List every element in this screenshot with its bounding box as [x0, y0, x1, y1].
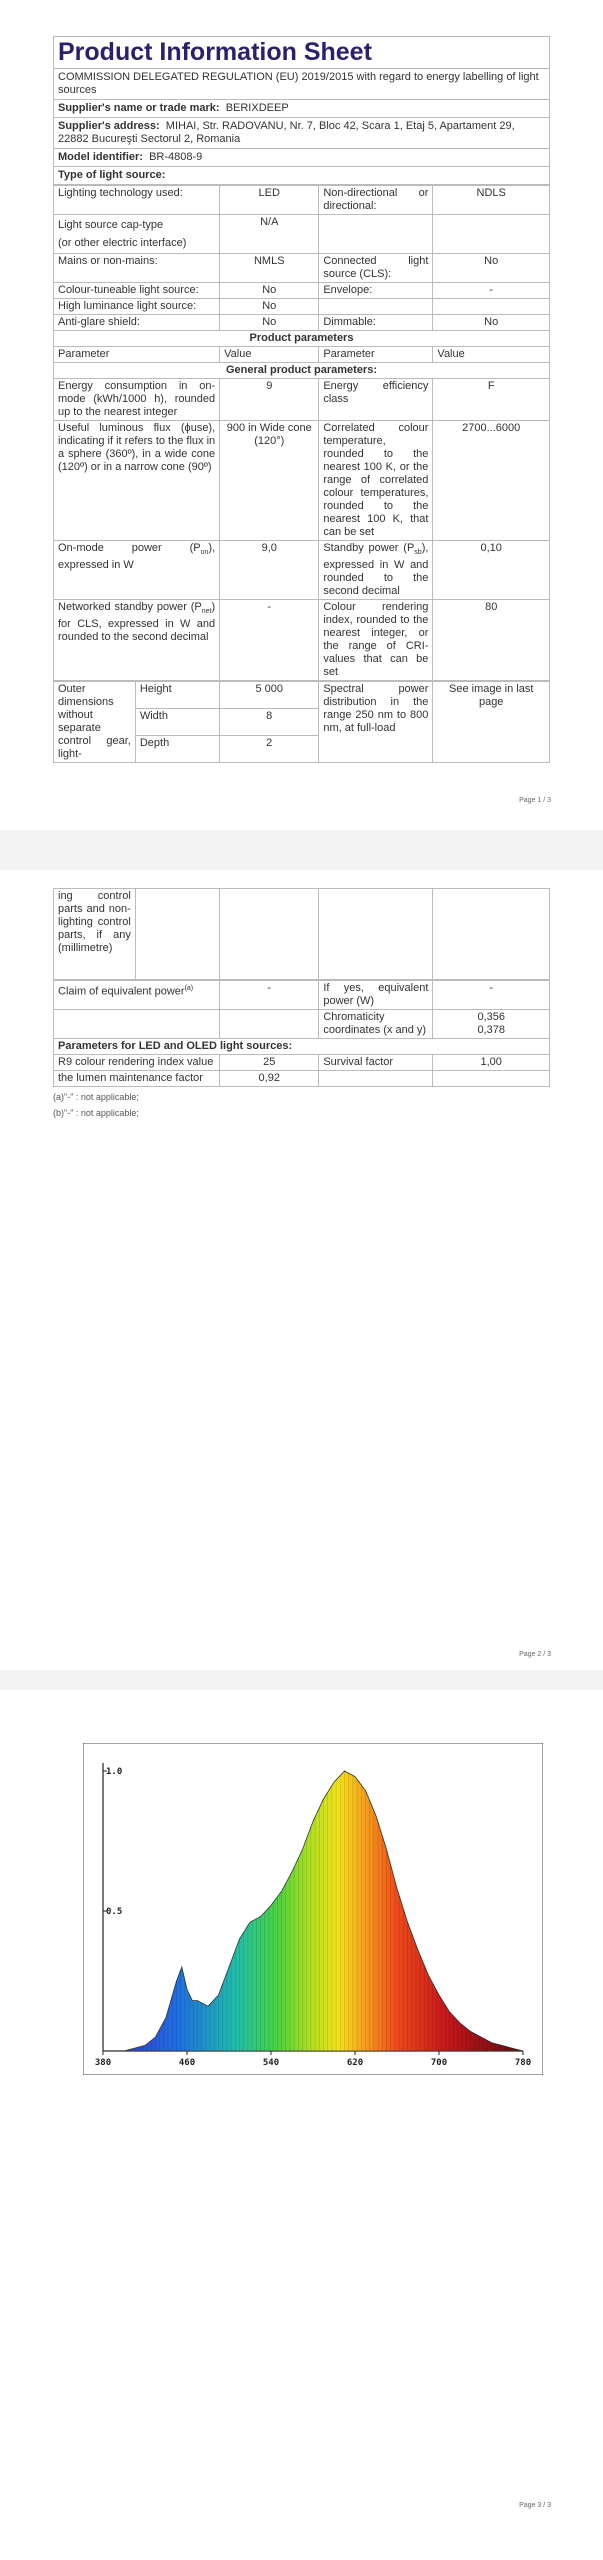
envelope-value: -	[433, 283, 550, 299]
cap-label-line1: Light source cap-type	[58, 219, 164, 231]
page-2	[0, 870, 603, 1670]
column-header-value-2: Value	[433, 347, 550, 363]
efficiency-class-value: F	[433, 379, 550, 421]
cct-value: 2700...6000	[433, 421, 550, 541]
table-row	[54, 315, 550, 331]
cct-label: Correlated colour temperature, rounded to the nearest 100 K, or the range of correlated colour temperatures, rounded to the nearest 100 K, that can be set	[319, 421, 433, 541]
anti-glare-label: Anti-glare shield:	[54, 315, 220, 331]
tech-label: Lighting technology used:	[54, 186, 220, 215]
cri-value: 80	[433, 600, 550, 681]
empty-cell	[433, 299, 550, 315]
table-row	[54, 682, 550, 709]
table-row	[54, 186, 550, 215]
table-row	[54, 254, 550, 283]
table-row	[54, 331, 550, 347]
x-tick-label: 380	[94, 2058, 112, 2068]
parameters-table-part-2	[53, 980, 550, 1087]
outer-dimensions-label-continued: ing control parts and non-lighting control parts, if any (millimetre)	[54, 889, 136, 980]
high-luminance-value: No	[220, 299, 319, 315]
chromaticity-x: 0,356	[477, 1011, 505, 1023]
model-label: Model identifier:	[58, 151, 143, 163]
empty-cell	[54, 1010, 220, 1039]
supplier-address: MIHAI, Str. RADOVANU, Nr. 7, Bloc 42, Scara 1, Etaj 5, Apartament 29, 22882 Bucureşti Sectorul 2, Romania	[58, 120, 515, 145]
height-label: Height	[135, 682, 219, 709]
width-value: 8	[220, 709, 319, 736]
column-header-parameter-2: Parameter	[319, 347, 433, 363]
page-number: Page 1 / 3	[519, 797, 551, 804]
dimensions-table-part-1	[53, 681, 550, 763]
led-parameters-heading: Parameters for LED and OLED light sources:	[54, 1039, 550, 1055]
document-title: Product Information Sheet	[53, 36, 550, 68]
dimmable-label: Dimmable:	[319, 315, 433, 331]
dimmable-value: No	[433, 315, 550, 331]
energy-consumption-label: Energy consumption in on-mode (kWh/1000 h), rounded up to the nearest integer	[54, 379, 220, 421]
page-number: Page 3 / 3	[519, 2502, 551, 2509]
empty-cell	[220, 889, 319, 980]
general-parameters-heading: General product parameters:	[54, 363, 550, 379]
x-tick-label: 780	[514, 2058, 532, 2068]
x-tick-label: 700	[430, 2058, 448, 2068]
networked-standby-sub: net	[201, 608, 212, 616]
on-mode-power-label	[54, 541, 220, 600]
page-1-content	[53, 36, 550, 763]
empty-cell	[319, 889, 433, 980]
product-parameters-heading: Product parameters	[54, 331, 550, 347]
survival-factor-value: 1,00	[433, 1055, 550, 1071]
lumen-maintenance-value: 0,92	[220, 1071, 319, 1087]
depth-value: 2	[220, 736, 319, 763]
chromaticity-y: 0,378	[477, 1024, 505, 1036]
empty-cell	[433, 215, 550, 254]
spd-value: See image in last page	[433, 682, 550, 763]
column-header-parameter: Parameter	[54, 347, 220, 363]
page-1	[0, 0, 603, 830]
energy-consumption-value: 9	[220, 379, 319, 421]
cap-label-line2: (or other electric interface)	[58, 237, 187, 249]
x-tick-label: 540	[262, 2058, 280, 2068]
table-row	[54, 299, 550, 315]
table-row	[54, 379, 550, 421]
table-row	[54, 347, 550, 363]
chromaticity-label: Chromaticity coordinates (x and y)	[319, 1010, 433, 1039]
on-mode-power-text: On-mode power (P	[58, 542, 201, 554]
footnote-b: (b)"-" : not applicable;	[53, 1108, 139, 1118]
on-mode-power-value: 9,0	[220, 541, 319, 600]
type-table	[53, 185, 550, 681]
nondir-label: Non-directional or directional:	[319, 186, 433, 215]
page-2-content	[53, 888, 550, 1119]
empty-cell	[319, 1071, 433, 1087]
standby-power-text-2: ), expressed in W and rounded to the second decimal	[323, 542, 429, 598]
standby-power-text: Standby power (P	[323, 542, 415, 554]
outer-dimensions-label: Outer dimensions without separate control gear, light-	[54, 682, 136, 763]
networked-standby-text: Networked standby power (P	[58, 601, 202, 614]
cap-label	[54, 215, 220, 254]
nondir-value: NDLS	[433, 186, 550, 215]
empty-cell	[220, 1010, 319, 1039]
luminous-flux-label: Useful luminous flux (ϕuse), indicating if it refers to the flux in a sphere (360º), in a wide cone (120º) or in a narrow cone (90º)	[54, 421, 220, 541]
model-row	[53, 149, 550, 167]
empty-cell	[319, 215, 433, 254]
on-mode-power-text-2: ), expressed in W	[58, 542, 216, 572]
footnote-ref-a: (a)	[184, 985, 194, 992]
height-value: 5 000	[220, 682, 319, 709]
lumen-maintenance-label: the lumen maintenance factor	[54, 1071, 220, 1087]
type-heading-row	[53, 167, 550, 185]
model-identifier: BR-4808-9	[149, 151, 203, 163]
chromaticity-value	[433, 1010, 550, 1039]
standby-power-label	[319, 541, 433, 600]
supplier-address-row	[53, 118, 550, 149]
envelope-label: Envelope:	[319, 283, 433, 299]
empty-cell	[135, 889, 219, 980]
table-row	[54, 541, 550, 600]
colour-tuneable-value: No	[220, 283, 319, 299]
survival-factor-label: Survival factor	[319, 1055, 433, 1071]
footnote-a: (a)"-" : not applicable;	[53, 1092, 139, 1102]
table-row	[54, 1071, 550, 1087]
standby-power-value: 0,10	[433, 541, 550, 600]
standby-power-sub: sb	[414, 549, 422, 557]
supplier-name-label: Supplier's name or trade mark:	[58, 102, 220, 114]
cri-label: Colour rendering index, rounded to the nearest integer, or the range of CRI-values that can be set	[319, 600, 433, 681]
depth-label: Depth	[135, 736, 219, 763]
cls-value: No	[433, 254, 550, 283]
table-row	[54, 421, 550, 541]
equivalent-power-label: If yes, equivalent power (W)	[319, 981, 433, 1010]
r9-label: R9 colour rendering index value	[54, 1055, 220, 1071]
x-tick-label: 460	[178, 2058, 196, 2068]
y-tick-label: 1.0	[106, 1767, 123, 1777]
networked-standby-text-2: ) for CLS, expressed in W and rounded to the second decimal	[58, 601, 216, 644]
table-row	[54, 889, 550, 980]
supplier-name-row	[53, 100, 550, 118]
column-header-value: Value	[220, 347, 319, 363]
empty-cell	[433, 889, 550, 980]
table-row	[54, 981, 550, 1010]
equivalent-power-claim-value: -	[220, 981, 319, 1010]
cap-value: N/A	[220, 215, 319, 254]
supplier-name: BERIXDEEP	[225, 102, 289, 114]
table-row	[54, 1010, 550, 1039]
networked-standby-value: -	[220, 600, 319, 681]
x-tick-label: 620	[346, 2058, 364, 2068]
empty-cell	[319, 299, 433, 315]
anti-glare-value: No	[220, 315, 319, 331]
table-row	[54, 600, 550, 681]
spectral-power-distribution-chart	[83, 1743, 543, 2075]
equivalent-power-claim-text: Claim of equivalent power	[58, 985, 185, 998]
dimensions-table-part-2	[53, 888, 550, 980]
mains-value: NMLS	[220, 254, 319, 283]
luminous-flux-value: 900 in Wide cone (120°)	[220, 421, 319, 541]
efficiency-class-label: Energy efficiency class	[319, 379, 433, 421]
on-mode-power-sub: on	[200, 549, 209, 557]
cls-label: Connected light source (CLS):	[319, 254, 433, 283]
table-row	[54, 1055, 550, 1071]
table-row	[54, 363, 550, 379]
r9-value: 25	[220, 1055, 319, 1071]
width-label: Width	[135, 709, 219, 736]
supplier-address-label: Supplier's address:	[58, 120, 160, 132]
mains-label: Mains or non-mains:	[54, 254, 220, 283]
page-number: Page 2 / 3	[519, 1651, 551, 1658]
table-row	[54, 283, 550, 299]
networked-standby-label	[54, 600, 220, 681]
type-heading: Type of light source:	[58, 169, 166, 181]
equivalent-power-claim-label	[54, 981, 220, 1010]
empty-cell	[433, 1071, 550, 1087]
colour-tuneable-label: Colour-tuneable light source:	[54, 283, 220, 299]
regulation-text: COMMISSION DELEGATED REGULATION (EU) 2019/2015 with regard to energy labelling of light sources	[53, 68, 550, 100]
y-tick-label: 0.5	[106, 1907, 123, 1917]
tech-value: LED	[220, 186, 319, 215]
high-luminance-label: High luminance light source:	[54, 299, 220, 315]
spd-label: Spectral power distribution in the range 250 nm to 800 nm, at full-load	[319, 682, 433, 763]
equivalent-power-value: -	[433, 981, 550, 1010]
table-row	[54, 1039, 550, 1055]
table-row	[54, 215, 550, 254]
